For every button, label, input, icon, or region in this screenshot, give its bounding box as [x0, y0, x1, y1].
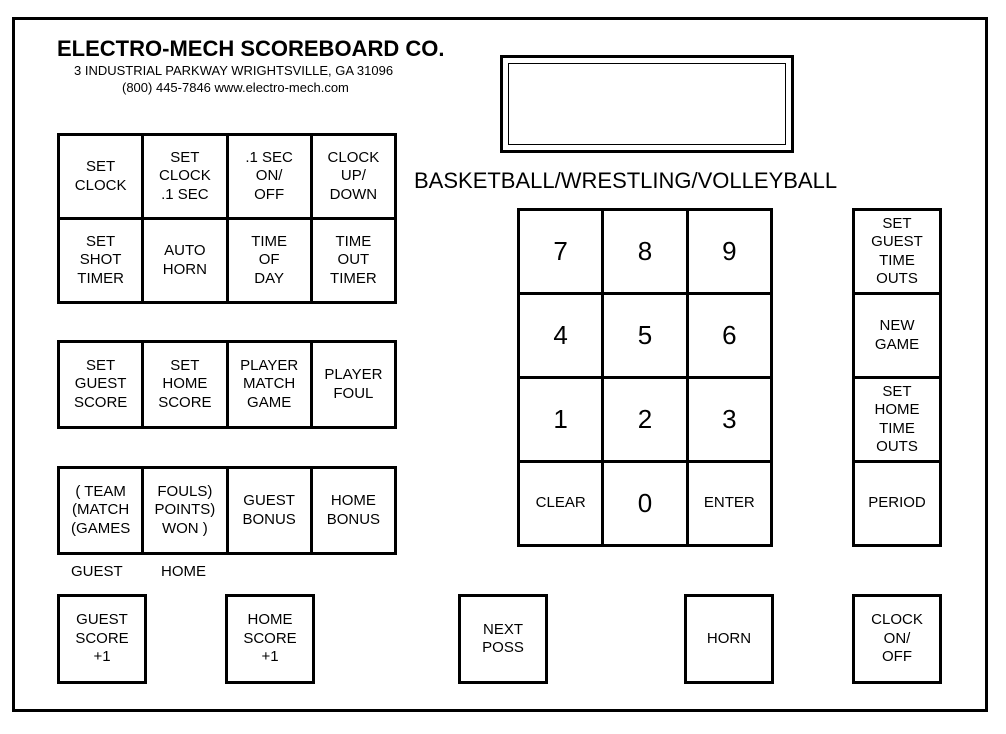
- keypad-enter-button[interactable]: ENTER: [689, 463, 770, 544]
- clock-up-down-button[interactable]: CLOCK UP/ DOWN: [313, 136, 394, 217]
- guest-bonus-button[interactable]: GUEST BONUS: [229, 469, 310, 552]
- keypad-2-button[interactable]: 2: [604, 379, 685, 460]
- next-possession-button[interactable]: NEXT POSS: [458, 594, 548, 684]
- home-bonus-button[interactable]: HOME BONUS: [313, 469, 394, 552]
- horn-button[interactable]: HORN: [684, 594, 774, 684]
- side-key-group: [852, 208, 942, 547]
- player-match-game-button[interactable]: PLAYER MATCH GAME: [229, 343, 310, 426]
- keypad-5-button[interactable]: 5: [604, 295, 685, 376]
- set-home-time-outs-button[interactable]: SET HOME TIME OUTS: [855, 379, 939, 460]
- guest-column-label: GUEST: [71, 563, 123, 580]
- team-match-games-button[interactable]: ( TEAM (MATCH (GAMES: [60, 469, 141, 552]
- numeric-keypad: [517, 208, 773, 547]
- lcd-display: [500, 55, 794, 153]
- clock-key-group: [57, 133, 397, 304]
- company-contact: (800) 445-7846 www.electro-mech.com: [122, 80, 349, 95]
- keypad-9-button[interactable]: 9: [689, 211, 770, 292]
- player-foul-button[interactable]: PLAYER FOUL: [313, 343, 394, 426]
- set-home-score-button[interactable]: SET HOME SCORE: [144, 343, 225, 426]
- team-key-group: [57, 466, 397, 555]
- keypad-3-button[interactable]: 3: [689, 379, 770, 460]
- lcd-screen: [508, 63, 786, 145]
- time-of-day-button[interactable]: TIME OF DAY: [229, 220, 310, 301]
- tenth-sec-toggle-button[interactable]: .1 SEC ON/ OFF: [229, 136, 310, 217]
- guest-score-plus-one-button[interactable]: GUEST SCORE +1: [57, 594, 147, 684]
- home-score-plus-one-button[interactable]: HOME SCORE +1: [225, 594, 315, 684]
- sport-label: BASKETBALL/WRESTLING/VOLLEYBALL: [414, 168, 838, 193]
- keypad-4-button[interactable]: 4: [520, 295, 601, 376]
- company-address: 3 INDUSTRIAL PARKWAY WRIGHTSVILLE, GA 31096: [74, 63, 394, 78]
- keypad-7-button[interactable]: 7: [520, 211, 601, 292]
- keypad-6-button[interactable]: 6: [689, 295, 770, 376]
- clock-on-off-button[interactable]: CLOCK ON/ OFF: [852, 594, 942, 684]
- keypad-0-button[interactable]: 0: [604, 463, 685, 544]
- set-clock-tenth-button[interactable]: SET CLOCK .1 SEC: [144, 136, 225, 217]
- keypad-1-button[interactable]: 1: [520, 379, 601, 460]
- period-button[interactable]: PERIOD: [855, 463, 939, 544]
- score-key-group: [57, 340, 397, 429]
- set-guest-score-button[interactable]: SET GUEST SCORE: [60, 343, 141, 426]
- set-shot-timer-button[interactable]: SET SHOT TIMER: [60, 220, 141, 301]
- new-game-button[interactable]: NEW GAME: [855, 295, 939, 376]
- auto-horn-button[interactable]: AUTO HORN: [144, 220, 225, 301]
- company-name: ELECTRO-MECH SCOREBOARD CO.: [57, 36, 445, 61]
- fouls-points-won-button[interactable]: FOULS) POINTS) WON ): [144, 469, 225, 552]
- keypad-8-button[interactable]: 8: [604, 211, 685, 292]
- home-column-label: HOME: [161, 563, 206, 580]
- keypad-clear-button[interactable]: CLEAR: [520, 463, 601, 544]
- set-clock-button[interactable]: SET CLOCK: [60, 136, 141, 217]
- time-out-timer-button[interactable]: TIME OUT TIMER: [313, 220, 394, 301]
- set-guest-time-outs-button[interactable]: SET GUEST TIME OUTS: [855, 211, 939, 292]
